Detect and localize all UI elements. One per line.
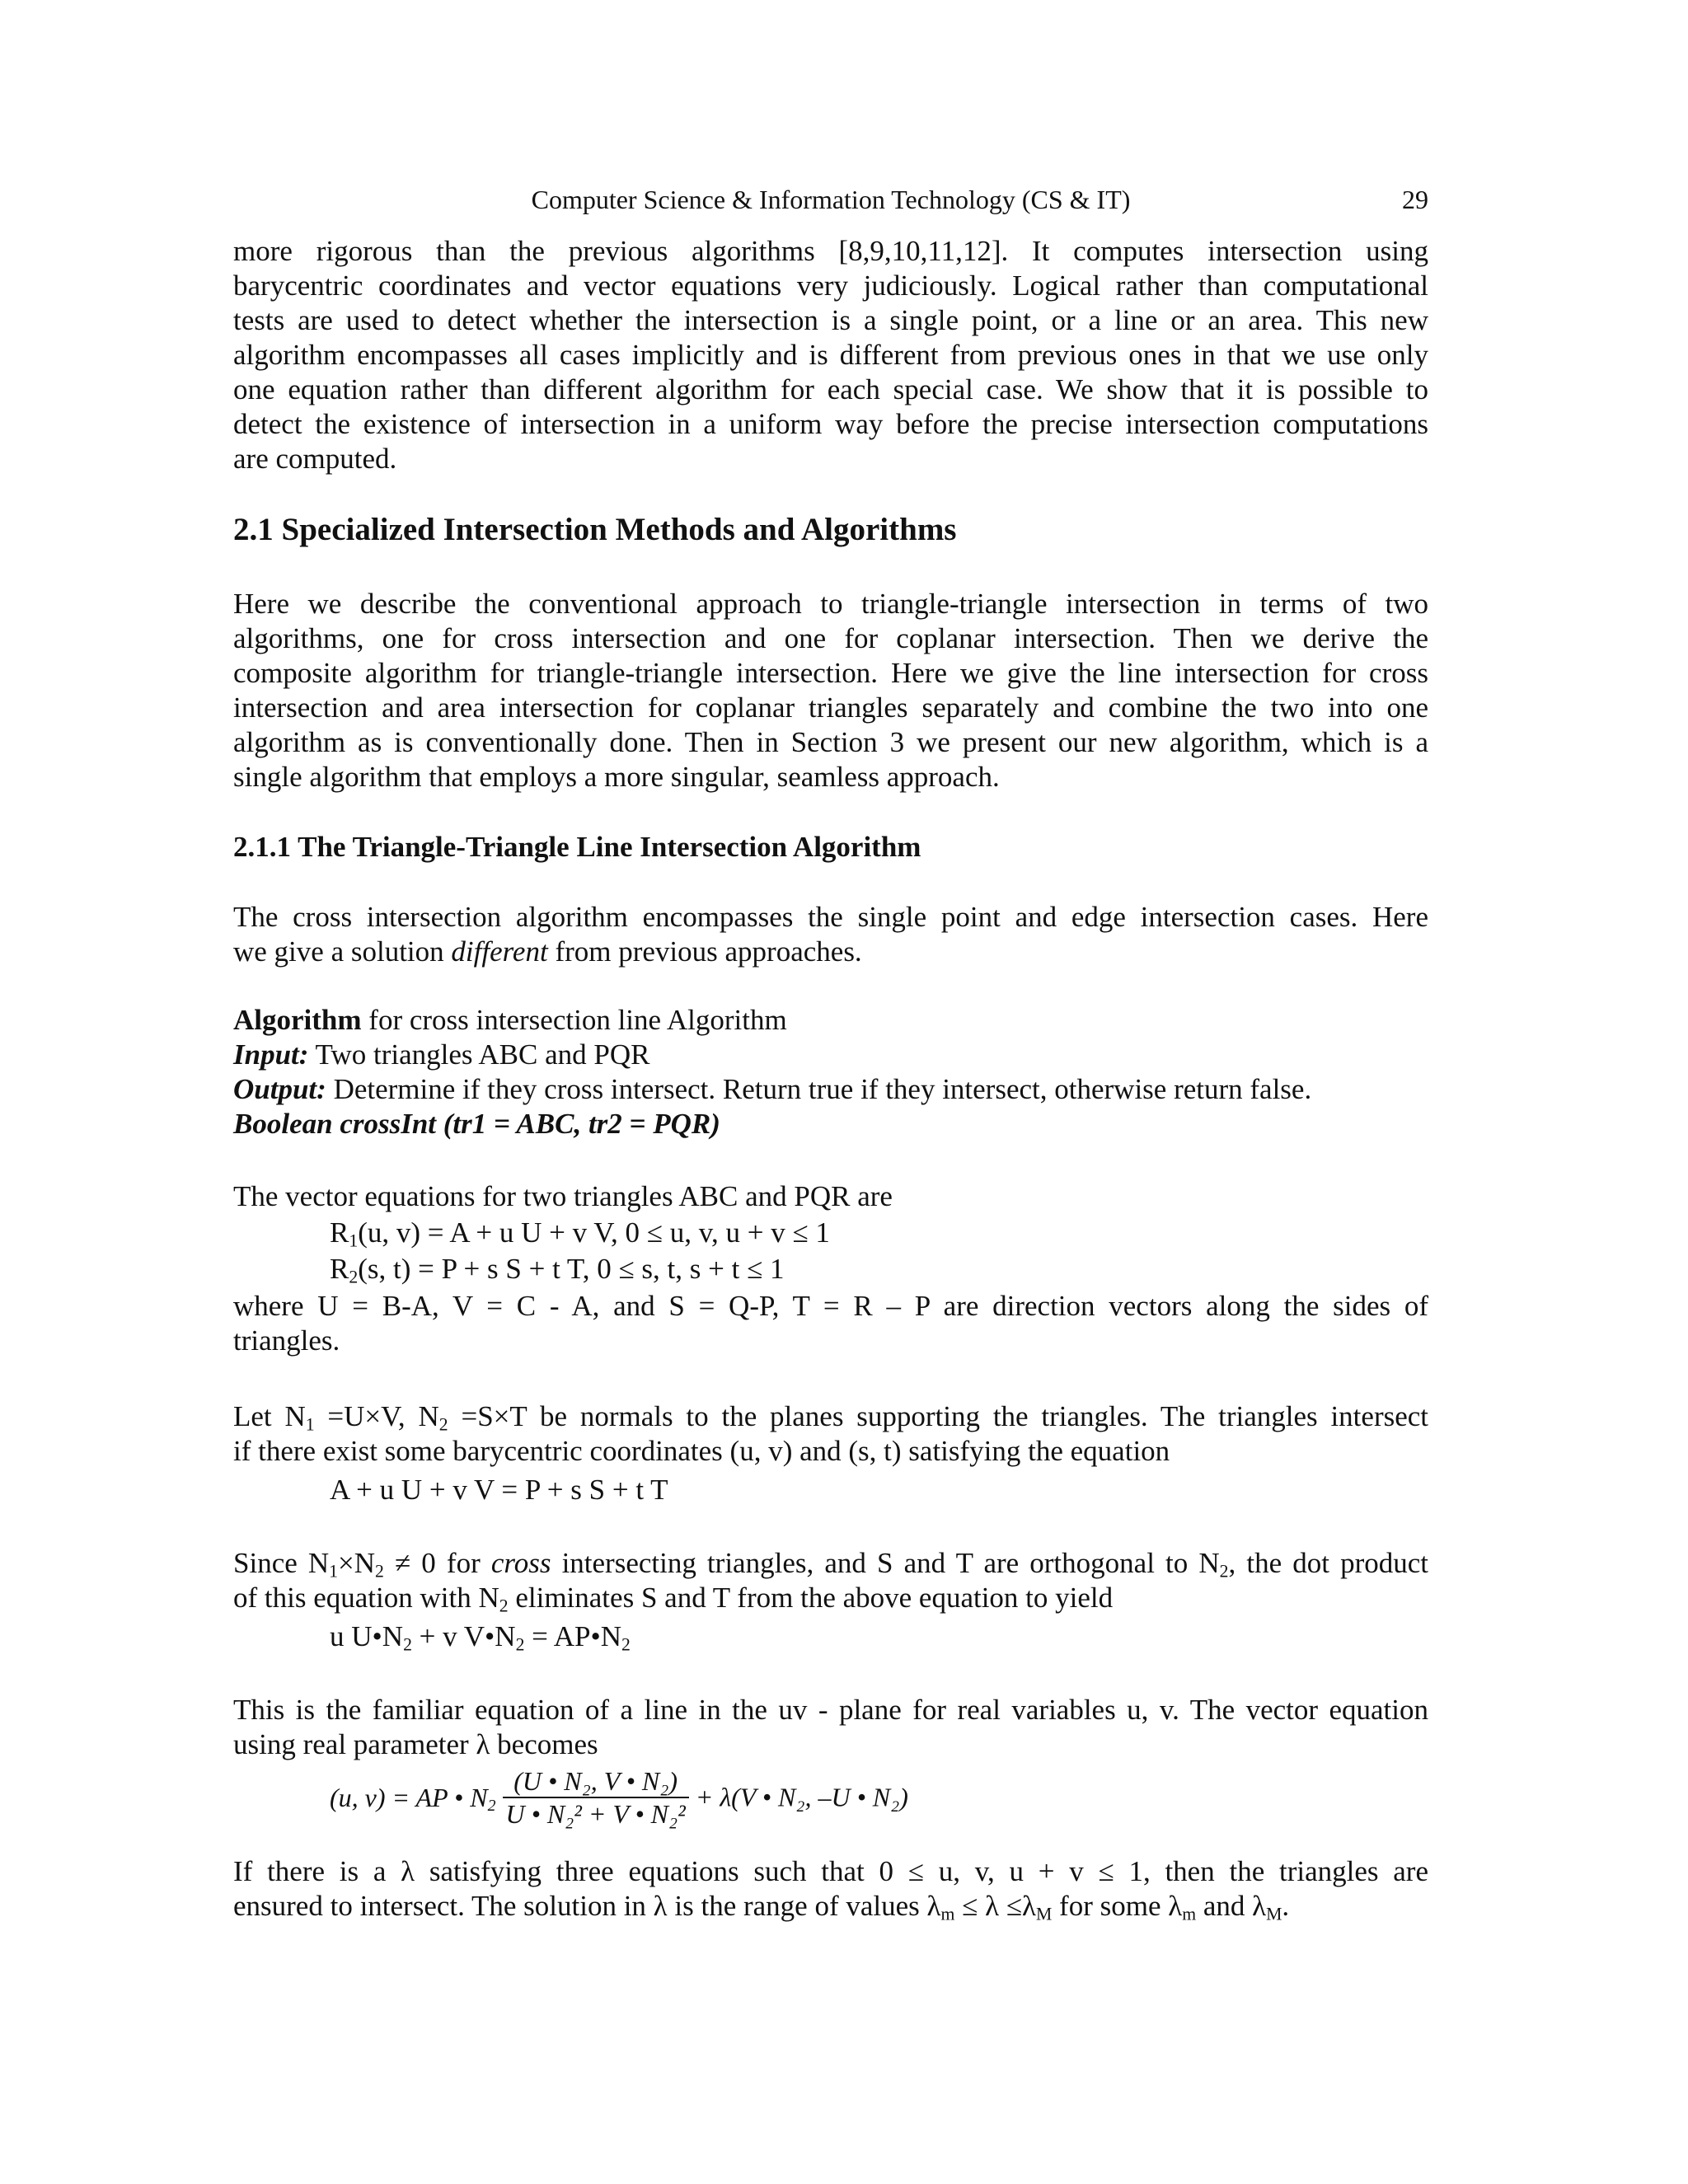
text-line: algorithm as is conventionally done. Then in Section 3 we present our new algorithm, which is a xyxy=(233,726,1428,758)
normals-paragraph xyxy=(233,1399,1428,1469)
text-line: intersection and area intersection for coplanar triangles separately and combine the two into one xyxy=(233,691,1428,724)
running-header xyxy=(233,185,1428,224)
algorithm-output xyxy=(233,1073,1311,1106)
subscript: m xyxy=(1182,1904,1197,1924)
subscript: 2 xyxy=(349,1267,359,1287)
subscript: 2 xyxy=(1219,1561,1229,1582)
text-segment: ≤ λ ≤λ xyxy=(954,1890,1036,1922)
text-line xyxy=(233,1581,1428,1615)
eq-symbol: R xyxy=(330,1253,349,1285)
text-line: tests are used to detect whether the intersection is a single point, or a line or an area. This new xyxy=(233,304,1428,336)
text-segment: =S×T be normals to the planes supporting the triangles. The triangles intersect xyxy=(448,1400,1429,1432)
text-segment: for cross intersection line Algorithm xyxy=(361,1004,787,1036)
eq-text: (s, t) = P + s S + t T, 0 ≤ s, t, s + t ≤ 1 xyxy=(358,1253,785,1285)
section-heading-2-1: 2.1 Specialized Intersection Methods and Algorithms xyxy=(233,512,957,547)
equation-r1 xyxy=(330,1216,830,1249)
algorithm-label: Algorithm xyxy=(233,1004,362,1036)
eq-text: = AP•N xyxy=(524,1620,621,1652)
formula-rhs: + λ(V • N₂, –U • N₂) xyxy=(695,1782,908,1812)
text-segment: from previous approaches. xyxy=(547,935,862,968)
line-eq-paragraph xyxy=(233,1693,1428,1762)
text-segment: Determine if they cross intersect. Return true if they intersect, otherwise return false. xyxy=(326,1073,1312,1105)
formula-lhs xyxy=(330,1782,496,1815)
page-number: 29 xyxy=(1402,185,1428,214)
text-segment: , the dot product xyxy=(1228,1547,1428,1579)
subscript: 2 xyxy=(499,1596,509,1616)
subscript: 1 xyxy=(305,1414,315,1435)
text-line: single algorithm that employs a more singular, seamless approach. xyxy=(233,761,1000,793)
subscript: 2 xyxy=(438,1414,448,1435)
equation-r2 xyxy=(330,1253,785,1286)
fraction xyxy=(503,1765,689,1830)
input-label: Input: xyxy=(233,1038,309,1071)
eq-text: (u, v) = A + u U + v V, 0 ≤ u, v, u + v ≤ 1 xyxy=(358,1216,830,1249)
section-2-1-1-paragraph xyxy=(233,900,1428,969)
algorithm-signature xyxy=(233,1108,720,1141)
text-line: algorithm encompasses all cases implicitly and is different from previous ones in that we use only xyxy=(233,339,1428,371)
emphasis-text: cross xyxy=(490,1547,551,1579)
text-segment: for some λ xyxy=(1052,1890,1183,1922)
final-paragraph xyxy=(233,1854,1428,1924)
section-2-1-paragraph xyxy=(233,587,1428,794)
algorithm-title xyxy=(233,1004,787,1037)
fraction-numerator: (U • N₂, V • N₂) xyxy=(503,1765,689,1798)
where-paragraph xyxy=(233,1289,1428,1358)
text-segment: ×N xyxy=(338,1547,376,1579)
text-segment: and λ xyxy=(1196,1890,1267,1922)
text-segment: ≠ 0 for xyxy=(383,1547,491,1579)
text-line: composite algorithm for triangle-triangle intersection. Here we give the line intersection for cross xyxy=(233,657,1428,689)
eq-text: u U•N xyxy=(330,1620,404,1652)
text-line: Here we describe the conventional approach to triangle-triangle intersection in terms of two xyxy=(233,588,1428,620)
text-line xyxy=(233,1889,1428,1924)
fraction-denominator: U • N₂² + V • N₂² xyxy=(505,1799,686,1829)
text-segment: ensured to intersect. The solution in λ is the range of values λ xyxy=(233,1890,941,1922)
equation-intersect: A + u U + v V = P + s S + t T xyxy=(330,1474,668,1506)
algorithm-input xyxy=(233,1038,649,1071)
text-line: are computed. xyxy=(233,443,397,475)
subscript: 1 xyxy=(329,1561,338,1582)
subscript: M xyxy=(1036,1904,1053,1924)
since-paragraph xyxy=(233,1546,1428,1615)
signature-text: Boolean crossInt (tr1 = ABC, tr2 = PQR) xyxy=(233,1108,720,1140)
text-segment: Two triangles ABC and PQR xyxy=(308,1038,650,1071)
text-line: if there exist some barycentric coordinates (u, v) and (s, t) satisfying the equation xyxy=(233,1435,1170,1467)
subscript: 2 xyxy=(375,1561,384,1582)
subscript: m xyxy=(940,1904,955,1924)
text-line: This is the familiar equation of a line in the uv - plane for real variables u, v. The vector equation xyxy=(233,1694,1428,1726)
text-line: using real parameter λ becomes xyxy=(233,1728,598,1760)
eq-symbol: R xyxy=(330,1216,349,1249)
output-label: Output: xyxy=(233,1073,326,1105)
text-segment: Let N xyxy=(233,1400,306,1432)
subscript: M xyxy=(1266,1904,1282,1924)
section-heading-2-1-1: 2.1.1 The Triangle-Triangle Line Intersection Algorithm xyxy=(233,831,921,863)
text-segment: . xyxy=(1282,1890,1290,1922)
text-line xyxy=(233,1546,1428,1581)
formula-lambda xyxy=(330,1765,908,1830)
text-line xyxy=(233,935,1428,969)
emphasis-text: different xyxy=(451,935,548,968)
subscript: 2 xyxy=(487,1796,496,1815)
subscript: 2 xyxy=(403,1634,412,1655)
text-line: triangles. xyxy=(233,1324,340,1357)
text-line: more rigorous than the previous algorithms [8,9,10,11,12]. It computes intersection using xyxy=(233,235,1428,267)
journal-title: Computer Science & Information Technology (CS & IT) xyxy=(531,185,1131,214)
subscript: 2 xyxy=(621,1634,631,1655)
equation-dot-product xyxy=(330,1620,631,1653)
text-line: detect the existence of intersection in a uniform way before the precise intersection computations xyxy=(233,408,1428,440)
eq-text: + v V•N xyxy=(411,1620,516,1652)
text-segment: we give a solution xyxy=(233,935,452,968)
text-line: barycentric coordinates and vector equations very judiciously. Logical rather than computational xyxy=(233,269,1428,302)
subscript: 1 xyxy=(349,1230,359,1251)
subscript: 2 xyxy=(515,1634,525,1655)
text-segment: eliminates S and T from the above equation to yield xyxy=(508,1582,1114,1614)
text-line: one equation rather than different algorithm for each special case. We show that it is possible to xyxy=(233,373,1428,405)
text-line: where U = B-A, V = C - A, and S = Q-P, T = R – P are direction vectors along the sides of xyxy=(233,1290,1428,1322)
vector-eq-intro: The vector equations for two triangles ABC and PQR are xyxy=(233,1180,893,1212)
text-line xyxy=(233,1399,1428,1434)
text-line: If there is a λ satisfying three equations such that 0 ≤ u, v, u + v ≤ 1, then the triangles are xyxy=(233,1855,1428,1887)
text-line: The cross intersection algorithm encompasses the single point and edge intersection cases. Here xyxy=(233,901,1428,933)
intro-paragraph xyxy=(233,234,1428,476)
text-segment: =U×V, N xyxy=(314,1400,439,1432)
text-segment: Since N xyxy=(233,1547,330,1579)
text-segment: intersecting triangles, and S and T are orthogonal to N xyxy=(551,1547,1220,1579)
text-segment: of this equation with N xyxy=(233,1582,499,1614)
text-line: algorithms, one for cross intersection and one for coplanar intersection. Then we derive the xyxy=(233,622,1428,654)
eq-text: (u, v) = AP • N xyxy=(330,1782,488,1812)
